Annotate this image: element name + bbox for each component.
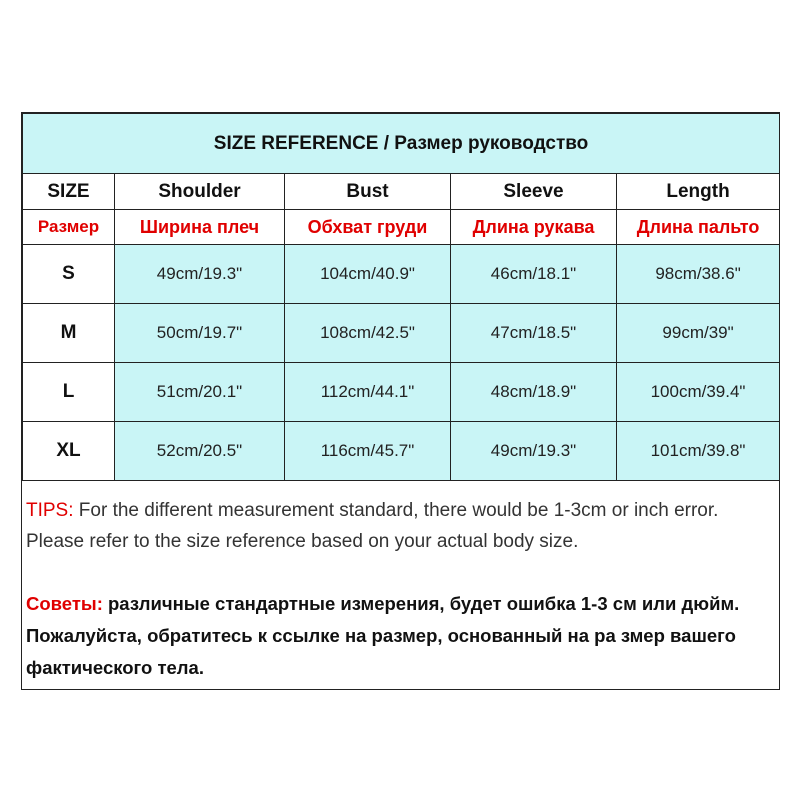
tips-text: For the different measurement standard, there would be 1-3cm or inch error. Please refer to the size reference based on your actual body size. [26, 500, 719, 552]
tips-text-ru: различные стандартные измерения, будет ошибка 1-3 см или дюйм. Пожалуйста, обратитесь к ссылке на размер, основанный на ра змер вашего фактического тела. [26, 593, 740, 678]
size-table [22, 113, 780, 481]
table-row [23, 245, 780, 304]
shoulder-cell: 52cm/20.5" [115, 422, 285, 481]
tips-label: TIPS: [26, 500, 74, 521]
header-bust-ru: Обхват груди [285, 210, 451, 245]
length-cell: 98cm/38.6" [617, 245, 780, 304]
sleeve-cell: 46cm/18.1" [451, 245, 617, 304]
size-cell: M [23, 304, 115, 363]
size-chart [21, 112, 780, 690]
sleeve-cell: 48cm/18.9" [451, 363, 617, 422]
sleeve-cell: 49cm/19.3" [451, 422, 617, 481]
size-cell: XL [23, 422, 115, 481]
header-length-ru: Длина пальто [617, 210, 780, 245]
bust-cell: 116cm/45.7" [285, 422, 451, 481]
header-size-ru: Размер [23, 210, 115, 245]
length-cell: 100cm/39.4" [617, 363, 780, 422]
tips-label-ru: Советы: [26, 593, 103, 614]
header-shoulder-ru: Ширина плеч [115, 210, 285, 245]
tips-russian [26, 588, 774, 684]
bust-cell: 108cm/42.5" [285, 304, 451, 363]
table-row [23, 304, 780, 363]
table-row [23, 363, 780, 422]
shoulder-cell: 50cm/19.7" [115, 304, 285, 363]
bust-cell: 112cm/44.1" [285, 363, 451, 422]
size-cell: L [23, 363, 115, 422]
header-row-en [23, 174, 780, 210]
bust-cell: 104cm/40.9" [285, 245, 451, 304]
size-cell: S [23, 245, 115, 304]
header-sleeve-ru: Длина рукава [451, 210, 617, 245]
header-shoulder: Shoulder [115, 174, 285, 210]
length-cell: 101cm/39.8" [617, 422, 780, 481]
tips-english [26, 495, 774, 557]
header-size: SIZE [23, 174, 115, 210]
table-title: SIZE REFERENCE / Размер руководство [23, 114, 780, 174]
length-cell: 99cm/39" [617, 304, 780, 363]
sleeve-cell: 47cm/18.5" [451, 304, 617, 363]
header-length: Length [617, 174, 780, 210]
shoulder-cell: 51cm/20.1" [115, 363, 285, 422]
shoulder-cell: 49cm/19.3" [115, 245, 285, 304]
table-row [23, 422, 780, 481]
header-bust: Bust [285, 174, 451, 210]
header-row-ru [23, 210, 780, 245]
header-sleeve: Sleeve [451, 174, 617, 210]
